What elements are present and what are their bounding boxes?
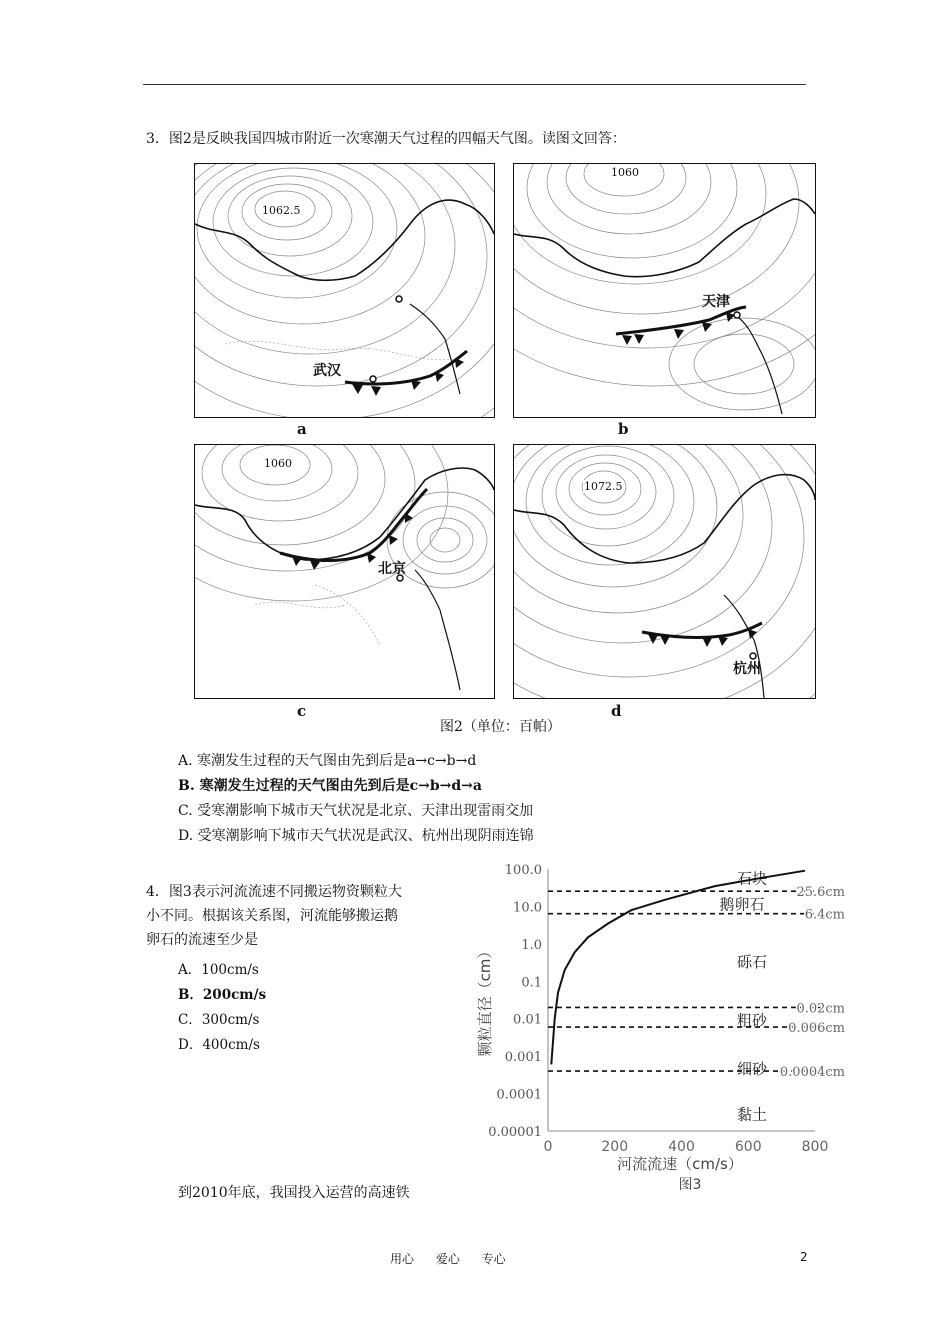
threshold-label: 25.6cm: [796, 885, 845, 901]
x-tick-label: 0: [543, 1139, 553, 1155]
option-a: A. 寒潮发生过程的天气图由先到后是a→c→b→d: [178, 753, 477, 769]
y-tick-label: 10.0: [513, 900, 542, 916]
option-b: B. 寒潮发生过程的天气图由先到后是c→b→d→a: [178, 778, 482, 794]
weather-map-b: [513, 163, 816, 418]
particle-class-label: 鹅卵石: [719, 895, 765, 914]
threshold-label: 6.4cm: [804, 907, 845, 923]
header-rule: [143, 84, 806, 85]
threshold-label: 0.02cm: [796, 1001, 845, 1017]
pressure-label: 1062.5: [262, 204, 301, 217]
weather-map-c: [194, 444, 495, 699]
footer-text: 用心 爱心 专心: [390, 1252, 506, 1266]
pressure-label: 1060: [264, 457, 292, 470]
particle-velocity-chart: [470, 855, 870, 1195]
y-tick-label: 0.1: [521, 975, 542, 991]
city-label: 北京: [378, 561, 406, 577]
question-4-line: 卵石的流速至少是: [146, 932, 258, 948]
y-tick-label: 0.0001: [496, 1087, 542, 1103]
y-axis-label: 颗粒直径（cm）: [476, 943, 494, 1057]
q4-option-b: B．200cm/s: [178, 987, 267, 1003]
x-tick-label: 400: [668, 1139, 695, 1155]
particle-class-label: 细砂: [736, 1060, 768, 1079]
particle-class-label: 黏土: [736, 1105, 768, 1124]
y-tick-label: 0.01: [513, 1012, 542, 1028]
threshold-label: 0.006cm: [788, 1021, 845, 1037]
question-4-text: [146, 880, 461, 952]
x-tick-label: 800: [801, 1139, 829, 1155]
y-tick-label: 100.0: [504, 863, 542, 878]
x-tick-label: 200: [601, 1139, 629, 1155]
city-label: 天津: [702, 294, 730, 310]
q4-option-a: A．100cm/s: [178, 962, 259, 978]
q4-option-c: C．300cm/s: [178, 1012, 260, 1028]
x-tick-label: 600: [734, 1139, 762, 1155]
pressure-label: 1072.5: [584, 480, 623, 493]
figure-3-caption: 图3: [678, 1177, 702, 1193]
x-axis-label: 河流流速（cm/s）: [617, 1155, 743, 1173]
map-label-c: c: [297, 702, 307, 720]
figure-2-caption: 图2（单位：百帕）: [440, 719, 561, 735]
map-label-d: d: [611, 702, 622, 720]
option-c: C. 受寒潮影响下城市天气状况是北京、天津出现雷雨交加: [178, 803, 534, 819]
threshold-label: 0.0004cm: [779, 1065, 845, 1081]
y-tick-label: 1.0: [521, 937, 542, 953]
city-label: 武汉: [313, 363, 341, 379]
option-d: D. 受寒潮影响下城市天气状况是武汉、杭州出现阴雨连锦: [178, 828, 534, 844]
particle-class-label: 粗砂: [736, 1011, 768, 1030]
question-3-title: 3．图2是反映我国四城市附近一次寒潮天气过程的四幅天气图。读图文回答：: [146, 131, 626, 147]
pressure-label: 1060: [611, 166, 639, 179]
q4-option-d: D．400cm/s: [178, 1037, 260, 1053]
particle-class-label: 石块: [736, 869, 768, 888]
weather-map-d: [513, 444, 816, 699]
page-number: 2: [800, 1250, 808, 1264]
trailing-text: 到2010年底，我国投入运营的高速铁: [178, 1185, 410, 1201]
map-label-b: b: [618, 420, 629, 438]
y-tick-label: 0.00001: [488, 1125, 542, 1140]
weather-map-a: [194, 163, 495, 418]
particle-class-label: 砾石: [736, 952, 768, 971]
question-4-line: 4．图3表示河流流速不同搬运物资颗粒大: [146, 884, 402, 900]
y-tick-label: 0.001: [504, 1050, 542, 1066]
map-label-a: a: [297, 420, 307, 438]
question-4-line: 小不同。根据该关系图，河流能够搬运鹅: [146, 908, 398, 924]
city-label: 杭州: [733, 661, 761, 677]
